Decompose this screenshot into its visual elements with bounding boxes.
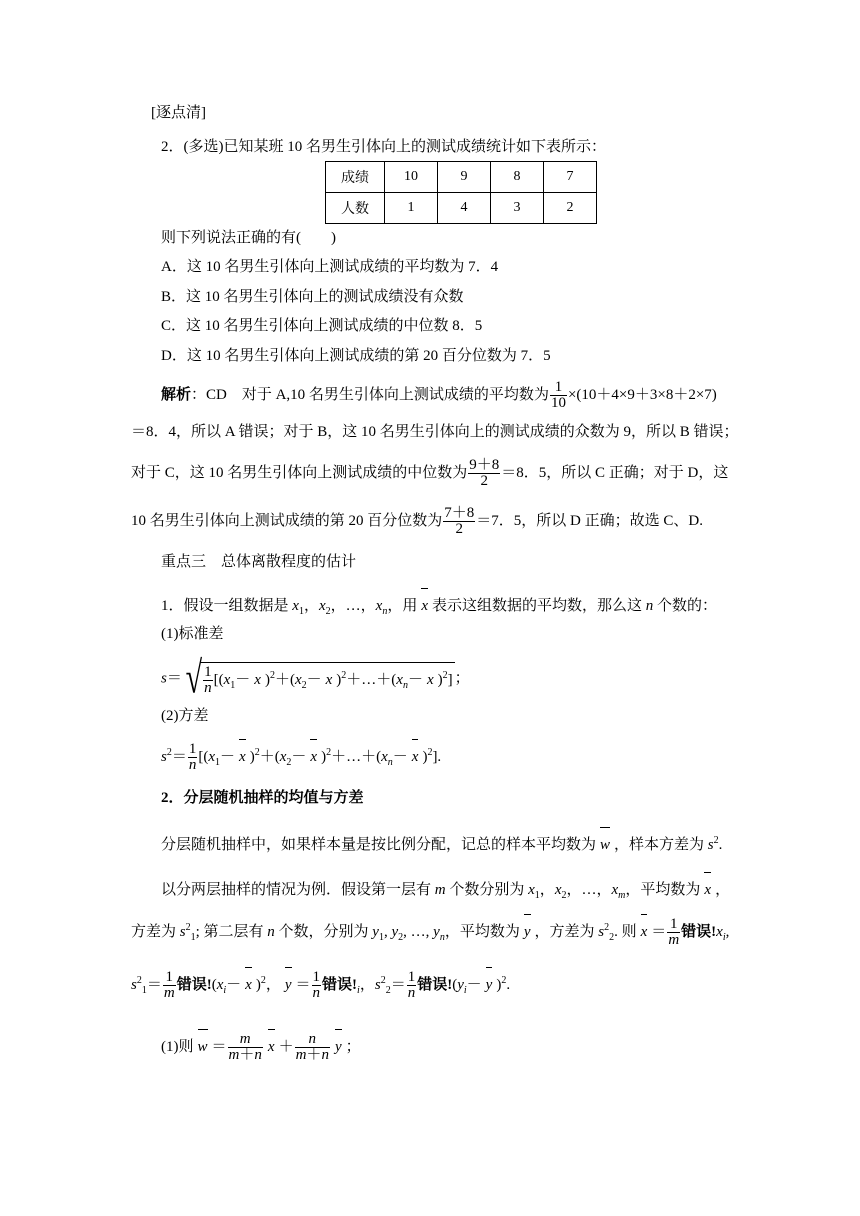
fraction-denominator: 10 [550,395,566,411]
mean-w-symbol: w [198,1033,208,1057]
stratified-text: ，样本方差为 [614,837,708,853]
solution-line-1 [161,380,717,411]
option-c: C．这 10 名男生引体向上测试成绩的中位数 8．5 [161,318,483,334]
stratified-text: . 则 [614,923,637,940]
table-row [326,193,597,224]
definition-text: 个数的： [653,598,718,614]
table-cell: 人数 [326,193,385,224]
fraction-numerator: 7＋8 [444,505,475,521]
table-cell: 9 [438,162,491,193]
stratified-text: 以分两层抽样的情况为例．假设第一层有 [161,882,435,898]
std-dev-label: (1)标准差 [161,626,224,642]
stratified-text: 分层随机抽样中，如果样本量是按比例分配，记总的样本平均数为 [161,837,597,853]
fraction-numerator: 1 [550,380,567,396]
stratified-text: ，平均数为 [625,882,701,898]
solution-line-3 [131,458,728,489]
question-2-stem-end: 则下列说法正确的有( ) [161,230,336,246]
sqrt-body: $\frac{1}{n}$ [($x_1- x$ )$^2+(x_2- x$ )$^2+\dots+(x_n- x$ )$^2$] [200,662,455,696]
error-marker: 错误! [322,976,358,993]
solution-answer: ：CD 对于 A,10 名男生引体向上测试成绩的平均数为 [191,386,549,403]
mean-x-symbol: x [421,592,428,616]
fraction [468,458,500,489]
solution-text: 对于 C，这 10 名男生引体向上测试成绩的中位数为 [131,464,468,481]
item-1-formula: (1)则 w ＝ $\frac{m}{m+n}$ x ＋ $\frac{n}{m+n}$ y ； [161,1031,361,1063]
table-cell: 7 [544,162,597,193]
error-marker: 错误! [417,976,453,993]
table-row [326,162,597,193]
mean-y-symbol: y [285,971,292,995]
section-title: 重点三 总体离散程度的估计 [161,554,357,570]
table-cell: 10 [385,162,438,193]
part-2-title: 2．分层随机抽样的均值与方差 [161,790,364,806]
definition-line: 1．假设一组数据是 $x_1$，$x_2$，…，$x_n$，用 x 表示这组数据的平均数，那么这 n 个数的： [161,592,717,616]
option-d: D．这 10 名男生引体向上测试成绩的第 20 百分位数为 7．5 [161,348,551,364]
solution-text: ＝7．5，所以 D 正确；故选 C、D. [476,512,703,529]
definition-text: 1．假设一组数据是 [161,598,293,614]
stratified-example-line-1: 以分两层抽样的情况为例．假设第一层有 m 个数分别为 $x_1$，$x_2$，…，$x_m$，平均数为 x ， [161,876,730,900]
fraction-denominator: 2 [480,473,489,489]
fraction [443,506,475,537]
score-table [325,161,597,224]
error-marker: 错误! [681,923,717,940]
solution-line-2: ＝8．4，所以 A 错误；对于 B，这 10 名男生引体向上的测试成绩的众数为 9，所以 B 错误； [131,424,739,440]
table-cell: 成绩 [326,162,385,193]
table-cell: 1 [385,193,438,224]
variance-label: (2)方差 [161,708,209,724]
stratified-formula-line: $s^2_1=$ $\frac{1}{m}$ 错误$!(x_i- x$ )$^2$， y ＝ $\frac{1}{n}$ 错误$!_i$，$s^2_2=$ $\frac{1}{n}$ 错误$!(y_i- y$ )$^2$. [131,969,511,1001]
mean-w-symbol: w [600,831,610,855]
definition-text: 表示这组数据的平均数，那么这 [432,598,646,614]
std-dev-formula: s＝ √ $\frac{1}{n}$ [($x_1- x$ )$^2+(x_2- x$ )$^2+\dots+(x_n- x$ )$^2$] ； [161,653,470,703]
solution-line-4 [131,506,703,537]
solution-text: ＝8．5，所以 C 正确；对于 D，这 [501,464,729,481]
table-cell: 2 [544,193,597,224]
option-b: B．这 10 名男生引体向上的测试成绩没有众数 [161,289,464,305]
stratified-example-line-2: 方差为 $s^2_1$; 第二层有 n 个数，分别为 $y_1$, $y_2$, …, $y_n$，平均数为 y ，方差为 $s^2_2$. 则 x ＝ $\frac{1}{m}$ 错误$!x_i$, [131,916,730,948]
stratified-text: 个数分别为 [445,882,529,898]
mean-x-symbol: x [704,876,711,900]
item-label: (1)则 [161,1038,194,1055]
error-marker: 错误! [176,976,212,993]
stratified-text: ; 第二层有 [195,923,268,940]
stratified-text: 个数，分别为 [274,923,373,940]
question-2-stem: 2．(多选)已知某班 10 名男生引体向上的测试成绩统计如下表所示： [161,139,606,155]
definition-text: ，用 [387,598,418,614]
option-a: A．这 10 名男生引体向上测试成绩的平均数为 7．4 [161,259,499,275]
table-cell: 4 [438,193,491,224]
sqrt-icon: √ [185,653,203,703]
fraction-numerator: 9＋8 [469,457,500,473]
solution-label: 解析 [161,386,192,403]
stratified-intro: 分层随机抽样中，如果样本量是按比例分配，记总的样本平均数为 w ，样本方差为 $s^2$. [161,831,722,855]
mean-x-symbol: x [641,918,648,942]
fraction [550,380,567,411]
stratified-text: 方差为 [131,923,180,940]
solution-expression: ×(10＋4×9＋3×8＋2×7) [567,386,717,403]
table-cell: 3 [491,193,544,224]
stratified-text: ，方差为 [534,923,599,940]
table-cell: 8 [491,162,544,193]
fraction-denominator: 2 [455,521,464,537]
solution-text: 10 名男生引体向上测试成绩的第 20 百分位数为 [131,512,443,529]
variance-formula: $s^2=$ $\frac{1}{n}$ [($x_1- x$ )$^2+(x_2- x$ )$^2+\dots+(x_n- x$ )$^2$]. [161,741,442,773]
section-header: [逐点清] [151,105,206,121]
mean-y-symbol: y [524,918,531,942]
stratified-text: ，平均数为 [444,923,520,940]
